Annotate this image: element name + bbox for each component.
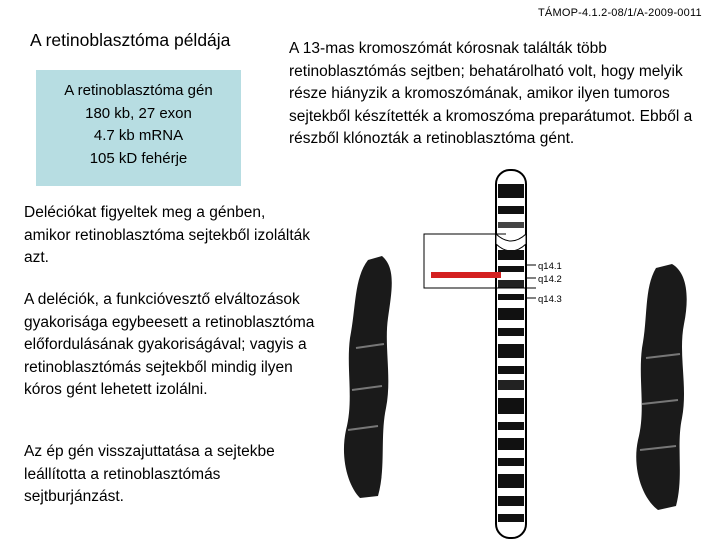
rescue-text: Az ép gén visszajuttatása a sejtekbe leállította a retinoblasztómás sejtburjánzást. <box>24 443 275 505</box>
info-line-mrna: 4.7 kb mRNA <box>93 127 184 144</box>
micrograph-chromosome-right <box>636 264 686 510</box>
band-label-q14-1: q14.1 <box>538 261 562 272</box>
chromosome-text: A 13-mas kromoszómát kórosnak találták több retinoblasztómás sejtben; behatárolható volt, hogy melyik része hiányzik a kromoszómának, amikor ilyen tumoros sejtekből készítették a kromoszóma preparátumot. Ebből a részből klónozták a retinoblasztóma gént. <box>289 40 693 147</box>
info-line-gene: A retinoblasztóma gén <box>64 82 213 99</box>
band-label-q14-2: q14.2 <box>538 274 562 285</box>
slide-title: A retinoblasztóma példája <box>30 30 231 50</box>
info-line-protein: 105 kD fehérje <box>89 149 188 167</box>
chromosome-13-figure <box>326 168 716 540</box>
micrograph-chromosome-left <box>344 256 392 498</box>
project-code: TÁMOP-4.1.2-08/1/A-2009-0011 <box>538 7 702 19</box>
band-label-q14-3: q14.3 <box>538 294 562 305</box>
frequency-text: A deléciók, a funkcióvesztő elváltozások gyakorisága egybeesett a retinoblasztóma előfordulásának gyakoriságával; vagyis a retinoblasztómás sejtekből mindig ilyen kóros gént lehetett izolálni. <box>24 291 315 398</box>
gene-info-box <box>36 70 241 186</box>
deletion-highlight <box>431 272 501 278</box>
chromosome-illustration <box>326 168 716 540</box>
chromosome-ideogram <box>496 170 526 538</box>
deletion-text: Deléciókat figyeltek meg a génben, amikor retinoblasztóma sejtekből izolálták azt. <box>24 204 311 266</box>
info-line-size: 180 kb, 27 exon <box>85 104 192 122</box>
